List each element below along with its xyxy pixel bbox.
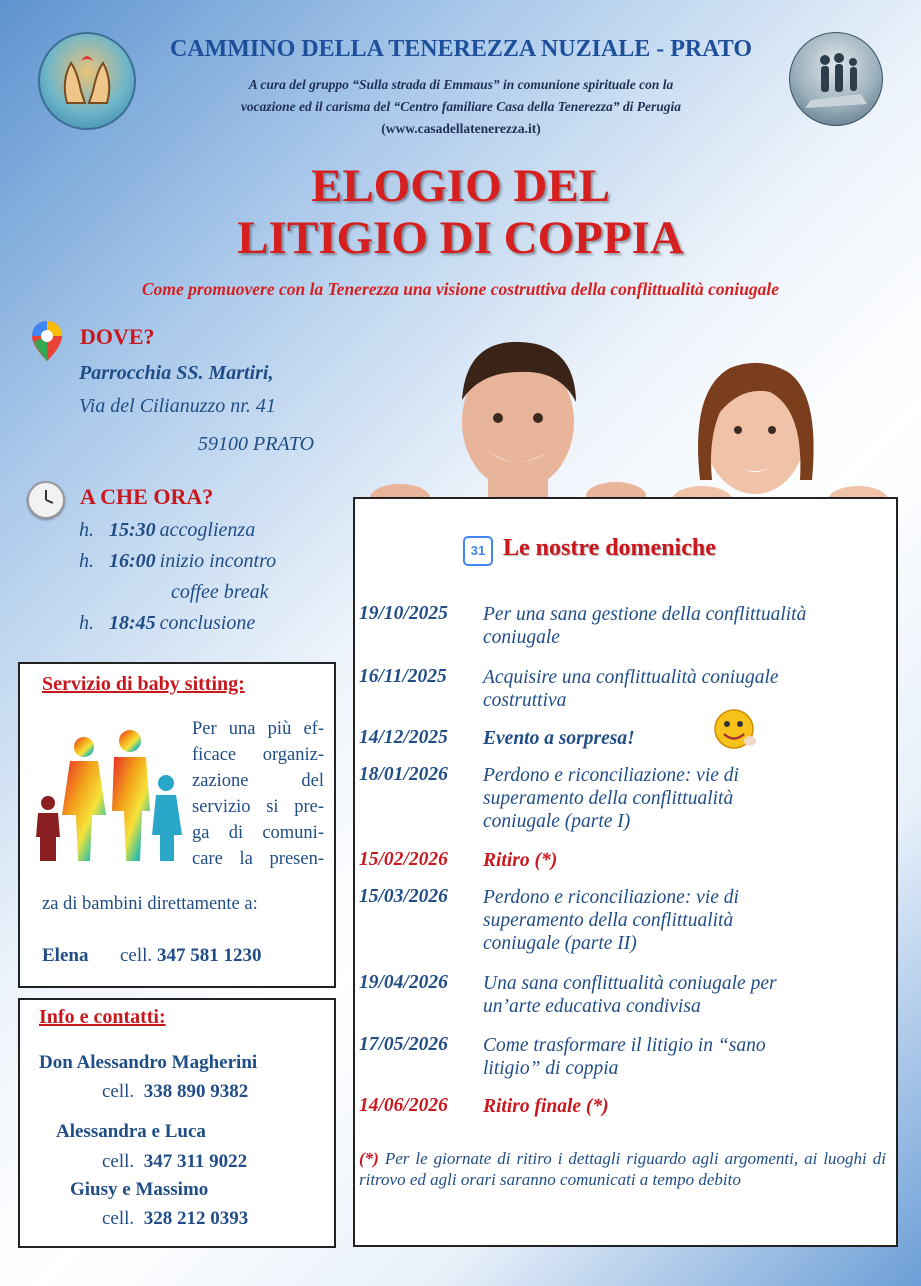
calendar-row	[359, 1095, 894, 1135]
praying-hands-logo	[38, 32, 136, 130]
row-text: Ritiro (*)	[483, 850, 558, 871]
row-line: coniugale	[483, 627, 560, 648]
main-title-line2: LITIGIO DI COPPIA	[237, 212, 684, 264]
cell-number: 347 581 1230	[156, 945, 262, 966]
header-sub-line1: A cura del gruppo “Sulla strada di Emmaus” in comunione spirituale con la	[248, 77, 674, 92]
row-line: Una sana conflittualità coniugale per	[483, 973, 777, 994]
baby-text-line: ficace organiz-	[192, 745, 324, 765]
ora-text: accoglienza	[159, 519, 256, 541]
main-title	[0, 160, 921, 264]
dove-heading: DOVE?	[80, 324, 155, 349]
calendar-row	[359, 886, 894, 972]
walking-people-logo	[789, 32, 883, 126]
calendar-row	[359, 603, 894, 666]
row-date: 19/04/2026	[359, 972, 448, 993]
clock-icon	[27, 481, 65, 519]
calendar-row	[359, 727, 894, 764]
contact-cell	[102, 1208, 248, 1230]
baby-text-line: servizio si pre-	[192, 797, 324, 817]
baby-contact-cell	[120, 945, 261, 967]
baby-text-last: za di bambini direttamente a:	[42, 894, 258, 914]
cell-number: 328 212 0393	[143, 1208, 249, 1229]
baby-contact-name: Elena	[42, 945, 89, 966]
row-text: Ritiro finale (*)	[483, 1096, 609, 1117]
cell-number: 347 311 9022	[143, 1151, 248, 1172]
header-subtitle	[140, 74, 782, 140]
row-line: Per una sana gestione della conflittualità	[483, 604, 807, 625]
ora-time: 15:30	[109, 519, 156, 541]
subtitle: Come promuovere con la Tenerezza una visione costruttiva della conflittualità coniugale	[141, 279, 780, 299]
row-date: 16/11/2025	[359, 666, 447, 687]
row-text	[483, 603, 806, 666]
note-text: Per le giornate di ritiro i dettagli riguardo agli argomenti, ai luoghi di ritrovo ed agli orari saranno comunicati a tempo debito	[359, 1149, 886, 1189]
contact-name: Don Alessandro Magherini	[39, 1052, 258, 1073]
cell-label: cell.	[120, 945, 153, 966]
ora-item	[79, 519, 276, 550]
retreat-note	[359, 1148, 886, 1190]
row-line: coniugale (parte I)	[483, 811, 631, 832]
ora-text: coffee break	[171, 581, 269, 603]
row-date: 15/03/2026	[359, 886, 448, 907]
map-pin-icon	[31, 320, 63, 362]
baby-heading: Servizio di baby sitting:	[42, 673, 245, 695]
calendar-row	[359, 1034, 894, 1095]
row-date: 14/12/2025	[359, 727, 448, 748]
row-line: litigio” di coppia	[483, 1058, 619, 1079]
calendar-heading: Le nostre domeniche	[503, 535, 716, 561]
row-date: 14/06/2026	[359, 1095, 448, 1116]
ora-prefix: h.	[79, 612, 94, 634]
ora-prefix: h.	[79, 519, 94, 541]
row-text	[483, 1034, 766, 1095]
calendar-icon: 31	[463, 536, 493, 566]
calendar-row	[359, 849, 894, 886]
contact-cell	[102, 1151, 247, 1173]
row-text	[483, 886, 739, 972]
row-date: 18/01/2026	[359, 764, 448, 785]
contact-name: Alessandra e Luca	[56, 1121, 206, 1142]
dove-line1: Parrocchia SS. Martiri,	[79, 362, 274, 384]
ora-text: inizio incontro	[159, 550, 277, 572]
row-line: Perdono e riconciliazione: vie di	[483, 765, 739, 786]
calendar-list	[359, 603, 894, 1135]
info-heading: Info e contatti:	[39, 1006, 166, 1028]
header-sub-line2: vocazione ed il carisma del “Centro familiare Casa della Tenerezza” di Perugia	[240, 99, 682, 114]
row-line: un’arte educativa condivisa	[483, 996, 701, 1017]
row-line: coniugale (parte II)	[483, 933, 637, 954]
baby-text-line: care la presen-	[192, 849, 324, 869]
cell-label: cell.	[102, 1208, 135, 1229]
ora-time: 16:00	[109, 550, 156, 572]
ora-list	[79, 519, 276, 643]
header-title: CAMMINO DELLA TENEREZZA NUZIALE - PRATO	[169, 36, 753, 62]
ora-item	[79, 550, 276, 581]
row-line: Come trasformare il litigio in “sano	[483, 1035, 766, 1056]
ora-prefix: h.	[79, 550, 94, 572]
smiley-icon	[714, 707, 758, 751]
baby-text-line: zazione del	[192, 771, 324, 791]
calendar-row	[359, 972, 894, 1034]
row-line: costruttiva	[483, 690, 567, 711]
note-mark: (*)	[359, 1149, 379, 1168]
row-line: Acquisire una conflittualità coniugale	[483, 667, 779, 688]
contact-cell	[102, 1081, 248, 1103]
ora-heading: A CHE ORA?	[80, 484, 214, 509]
row-line: Perdono e riconciliazione: vie di	[483, 887, 739, 908]
row-text: Evento a sorpresa!	[483, 728, 635, 749]
row-date: 19/10/2025	[359, 603, 448, 624]
cell-label: cell.	[102, 1081, 135, 1102]
calendar-row	[359, 666, 894, 727]
cell-number: 338 890 9382	[143, 1081, 249, 1102]
dove-line3: 59100 PRATO	[198, 433, 315, 455]
baby-text-line: Per una più ef-	[192, 719, 324, 739]
baby-text-column	[192, 716, 324, 872]
family-silhouette-icon	[32, 725, 186, 865]
row-date: 17/05/2026	[359, 1034, 448, 1055]
row-line: superamento della conflittualità	[483, 910, 734, 931]
ora-item	[79, 612, 276, 643]
cell-label: cell.	[102, 1151, 135, 1172]
ora-item	[79, 581, 276, 612]
row-date: 15/02/2026	[359, 849, 448, 870]
baby-text-line: ga di comuni-	[192, 823, 324, 843]
contact-name: Giusy e Massimo	[70, 1179, 209, 1200]
header-url: (www.casadellatenerezza.it)	[381, 121, 541, 136]
ora-text: conclusione	[159, 612, 256, 634]
dove-line2: Via del Cilianuzzo nr. 41	[79, 395, 276, 417]
row-text	[483, 764, 739, 849]
calendar-row	[359, 764, 894, 849]
row-line: superamento della conflittualità	[483, 788, 734, 809]
row-text	[483, 972, 777, 1034]
ora-time: 18:45	[109, 612, 156, 634]
main-title-line1: ELOGIO DEL	[310, 160, 611, 212]
